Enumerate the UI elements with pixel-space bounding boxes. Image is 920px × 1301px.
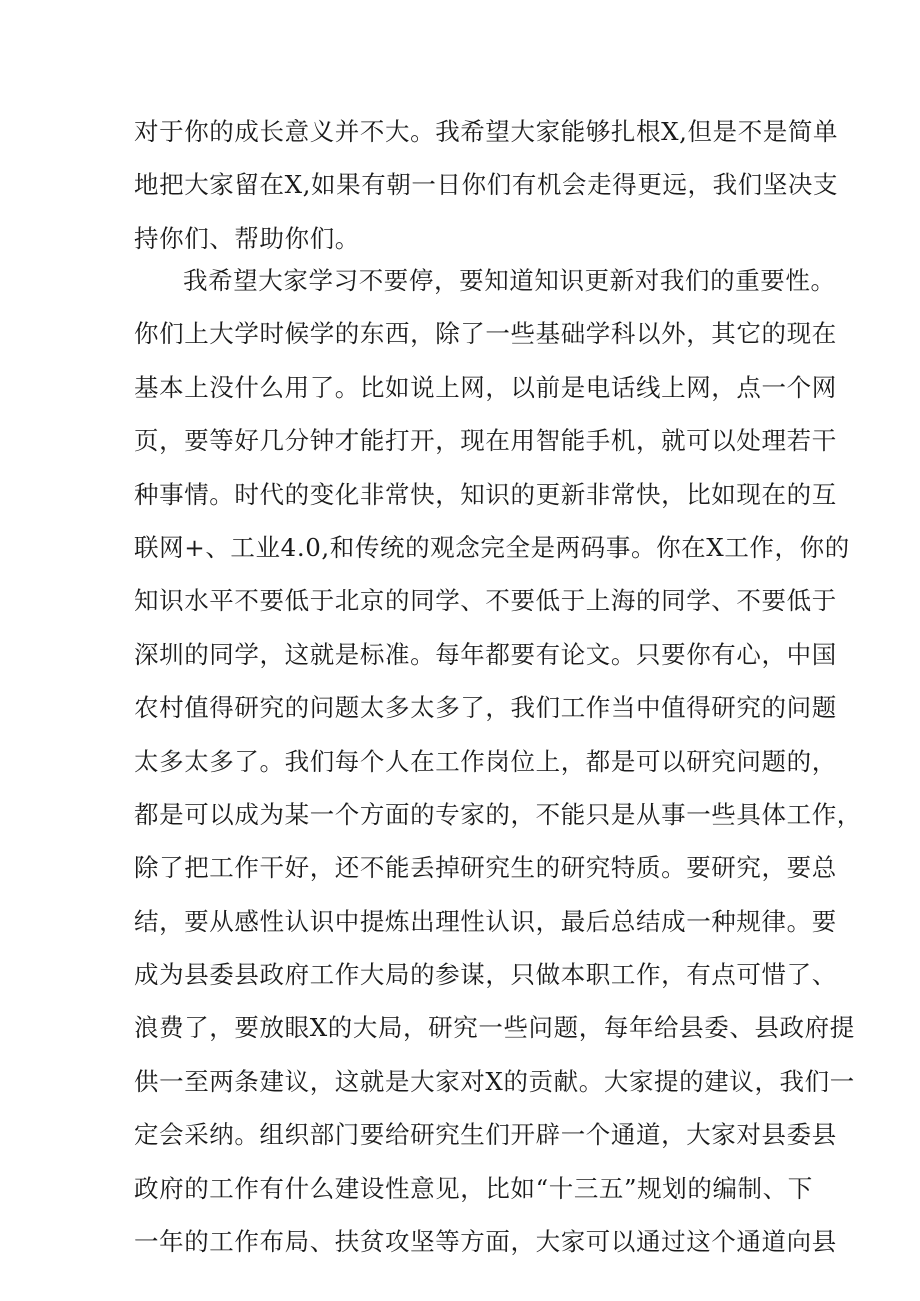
text-line: 供一至两条建议，这就是大家对X的贡献。大家提的建议，我们一 xyxy=(134,1066,855,1096)
text-line: 一年的工作布局、扶贫攻坚等方面，大家可以通过这个通道向县 xyxy=(134,1227,837,1257)
text-line: 页，要等好几分钟才能打开，现在用智能手机，就可以处理若干 xyxy=(134,426,837,456)
text-line: 太多太多了。我们每个人在工作岗位上，都是可以研究问题的， xyxy=(134,746,837,776)
text-line: 除了把工作干好，还不能丢掉研究生的研究特质。要研究，要总 xyxy=(134,853,837,883)
text-line: 浪费了，要放眼X的大局，研究一些问题，每年给县委、县政府提 xyxy=(134,1013,855,1043)
text-line: 成为县委县政府工作大局的参谋，只做本职工作，有点可惜了、 xyxy=(134,960,837,990)
paragraph-1 xyxy=(134,105,839,265)
text-line: 政府的工作有什么建设性意见，比如“十三五”规划的编制、下 xyxy=(134,1173,813,1203)
text-line: 知识水平不要低于北京的同学、不要低于上海的同学、不要低于 xyxy=(134,586,837,616)
text-line: 对于你的成长意义并不大。我希望大家能够扎根X,但是不是简单 xyxy=(134,117,839,146)
text-line: 都是可以成为某一个方面的专家的，不能只是从事一些具体工作， xyxy=(134,799,862,829)
text-line: 种事情。时代的变化非常快，知识的更新非常快，比如现在的互 xyxy=(134,479,837,509)
text-line: 地把大家留在X,如果有朝一日你们有机会走得更远，我们坚决支 xyxy=(134,170,839,200)
text-line: 深圳的同学，这就是标准。每年都要有论文。只要你有心，中国 xyxy=(134,639,837,669)
text-line: 持你们、帮助你们。 xyxy=(134,223,360,253)
text-line: 基本上没什么用了。比如说上网，以前是电话线上网，点一个网 xyxy=(134,372,837,402)
text-line: 联网+、工业4.0,和传统的观念完全是两码事。你在X工作，你的 xyxy=(134,532,850,562)
text-line: 定会采纳。组织部门要给研究生们开辟一个通道，大家对县委县 xyxy=(134,1120,837,1150)
text-line: 结，要从感性认识中提炼出理性认识，最后总结成一种规律。要 xyxy=(134,906,837,936)
text-line: 你们上大学时候学的东西，除了一些基础学科以外，其它的现在 xyxy=(134,319,837,349)
paragraph-2 xyxy=(134,254,862,1268)
text-line: 农村值得研究的问题太多太多了，我们工作当中值得研究的问题 xyxy=(134,693,837,723)
text-line: 我希望大家学习不要停，要知道知识更新对我们的重要性。 xyxy=(183,266,836,295)
